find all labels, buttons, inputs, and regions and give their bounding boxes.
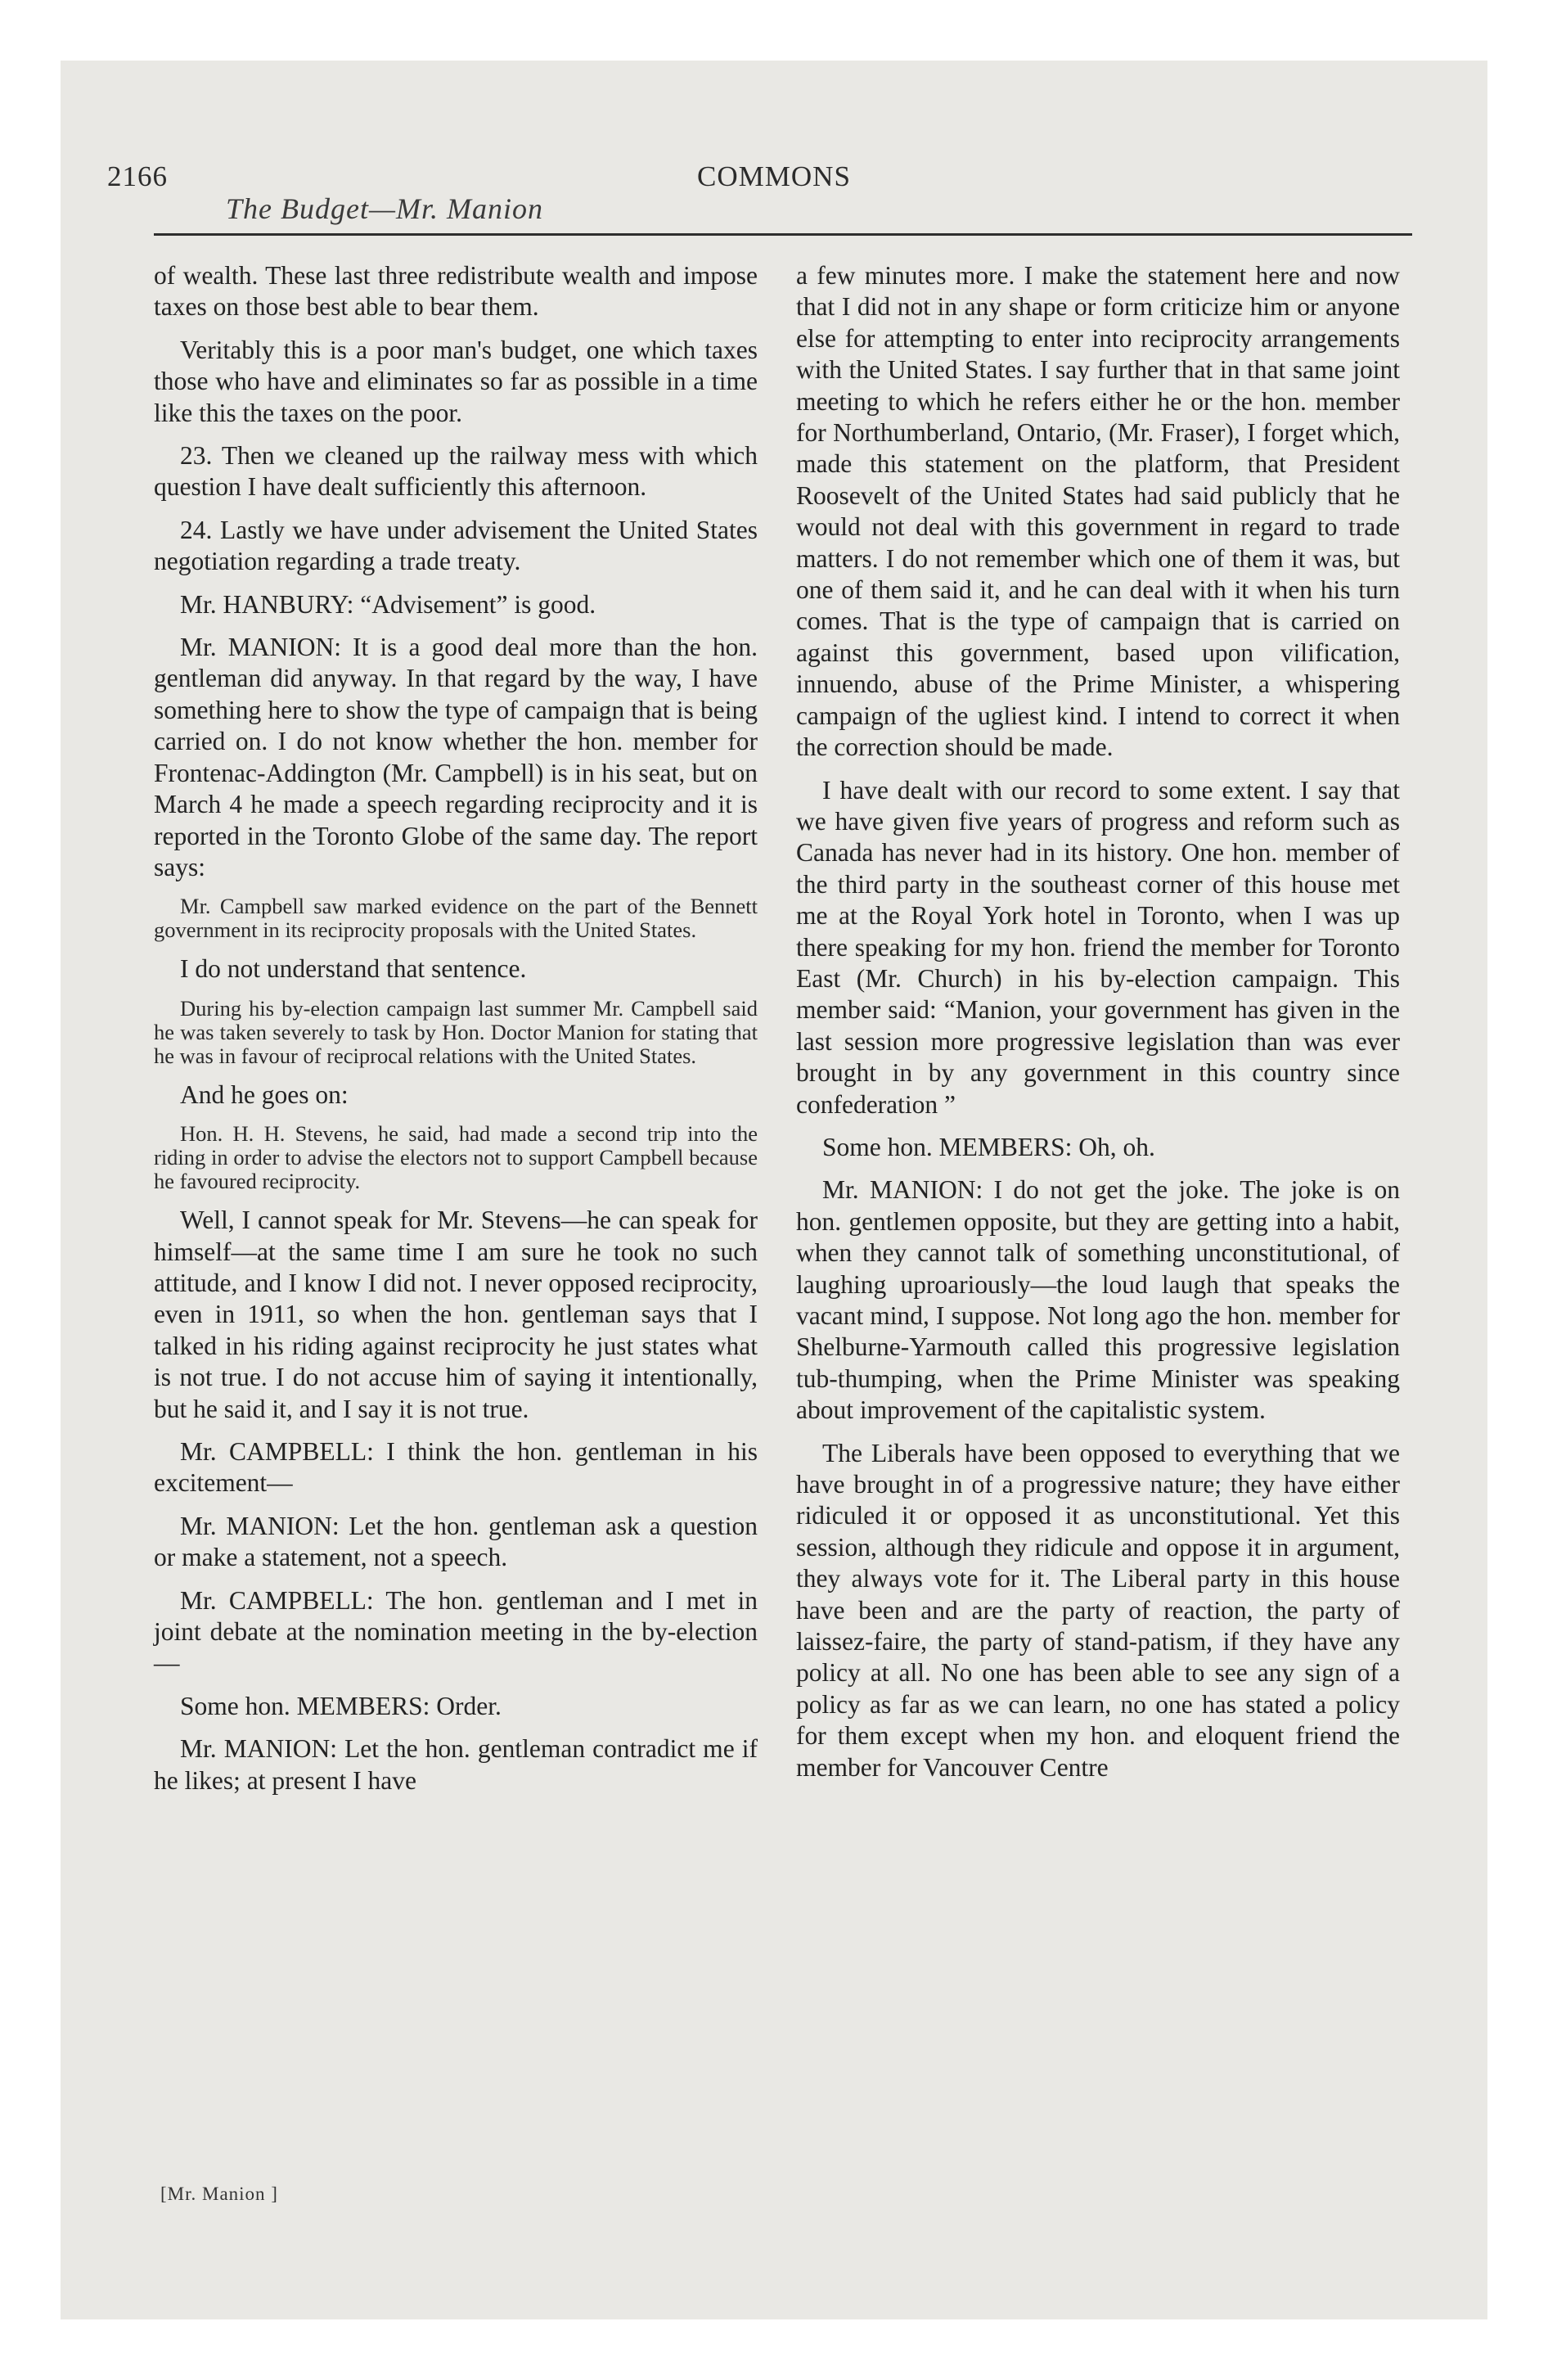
page-header: [0, 0, 1548, 246]
paragraph: The Liberals have been opposed to everything that we have brought in of a progressive nature; they have either ridiculed it or opposed it as unconstitutional. Yet this session, although they ridicule and oppose it in argument, they always vote for it. The Liberal party in this house have been and are the party of reaction, the party of laissez-faire, the party of stand-patism, if they have any policy at all. No one has been able to see any sign of a policy as far as we can learn, no one has stated a policy for them except when my hon. and eloquent friend the member for Vancouver Centre: [796, 1438, 1400, 1782]
running-title: The Budget—Mr. Manion: [226, 192, 543, 225]
paragraph: Veritably this is a poor man's budget, one which taxes those who have and eliminates so far as possible in a time like this the taxes on the poor.: [154, 335, 758, 427]
paragraph: And he goes on:: [180, 1080, 349, 1109]
paragraph: Some hon. MEMBERS: Order.: [180, 1691, 502, 1720]
paragraph: a few minutes more. I make the statement here and now that I did not in any shape or form criticize him or anyone else for attempting to enter into reciprocity arrangements with the United States. I say further that in that same joint meeting to which he refers either he or the hon. member for Northumberland, Ontario, (Mr. Fraser), I forget which, made this statement on the platform, that President Roosevelt of the United States had said publicly that he would not deal with this government in regard to trade matters. I do not remember which one of them it was, but one of them said it, and he can deal with it when his turn comes. That is the type of campaign that is carried on against this government, based upon vilification, innuendo, abuse of the Prime Minister, a whispering campaign of the ugliest kind. I intend to correct it when the correction should be made.: [796, 261, 1400, 762]
paragraph: of wealth. These last three redistribute wealth and impose taxes on those best able to bear them.: [154, 261, 758, 322]
quoted-passage: Hon. H. H. Stevens, he said, had made a second trip into the riding in order to advise the electors not to support Campbell because he favoured reciprocity.: [154, 1121, 758, 1194]
header-rule: [154, 233, 1412, 236]
left-column: [154, 260, 758, 1808]
paragraph: Well, I cannot speak for Mr. Stevens—he can speak for himself—at the same time I am sure he took no such attitude, and I know I did not. I never opposed reciprocity, even in 1911, so when the hon. gentleman says that I talked in his riding against reciprocity he just states what is not true. I do not accuse him of saying it intentionally, but he said it, and I say it is not true.: [154, 1206, 758, 1423]
paragraph: Some hon. MEMBERS: Oh, oh.: [822, 1132, 1155, 1161]
quoted-passage: During his by-election campaign last summer Mr. Campbell said he was taken severely to task by Hon. Doctor Manion for stating that he was in favour of reciprocal relations with the United States.: [154, 995, 758, 1068]
paragraph: Mr. CAMPBELL: I think the hon. gentleman in his excitement—: [154, 1436, 758, 1498]
paragraph: Mr. MANION: Let the hon. gentleman ask a question or make a statement, not a speech.: [154, 1511, 758, 1572]
paragraph: Mr. MANION: Let the hon. gentleman contradict me if he likes; at present I have: [154, 1734, 758, 1795]
paragraph: 23. Then we cleaned up the railway mess with which question I have dealt sufficiently this afternoon.: [154, 441, 758, 502]
quoted-passage: Mr. Campbell saw marked evidence on the part of the Bennett government in its reciprocity proposals with the United States.: [154, 894, 758, 943]
paragraph: Mr. MANION: I do not get the joke. The joke is on hon. gentlemen opposite, but they are getting into a habit, when they cannot talk of something unconstitutional, of laughing uproariously—the loud laugh that speaks the vacant mind, I suppose. Not long ago the hon. member for Shelburne-Yarmouth called this progressive legislation tub-thumping, when the Prime Minister was speaking about improvement of the capitalistic system.: [796, 1175, 1400, 1425]
paragraph: Mr. HANBURY: “Advisement” is good.: [180, 589, 596, 619]
paragraph: 24. Lastly we have under advisement the United States negotiation regarding a trade treaty.: [154, 515, 758, 576]
speaker-tag: [Mr. Manion ]: [160, 2184, 278, 2204]
house-heading: COMMONS: [697, 160, 851, 192]
page-number: 2166: [107, 160, 168, 192]
paragraph: I have dealt with our record to some extent. I say that we have given five years of progress and reform such as Canada has never had in its history. One hon. member of the third party in the southeast corner of this house met me at the Royal York hotel in Toronto, when I was up there speaking for my hon. friend the member for Toronto East (Mr. Church) in his by-election campaign. This member said: “Manion, your government has given in the last session more progressive legislation than was ever brought in by any government in this country since confederation ”: [796, 775, 1400, 1119]
right-column: [796, 260, 1400, 1795]
paragraph: I do not understand that sentence.: [180, 954, 527, 984]
paragraph: Mr. CAMPBELL: The hon. gentleman and I met in joint debate at the nomination meeting in the by-election—: [154, 1585, 758, 1678]
paragraph: Mr. MANION: It is a good deal more than the hon. gentleman did anyway. In that regard by the way, I have something here to show the type of campaign that is being carried on. I do not know whether the hon. member for Frontenac-Addington (Mr. Campbell) is in his seat, but on March 4 he made a speech regarding reciprocity and it is reported in the Toronto Globe of the same day. The report says:: [154, 633, 758, 881]
